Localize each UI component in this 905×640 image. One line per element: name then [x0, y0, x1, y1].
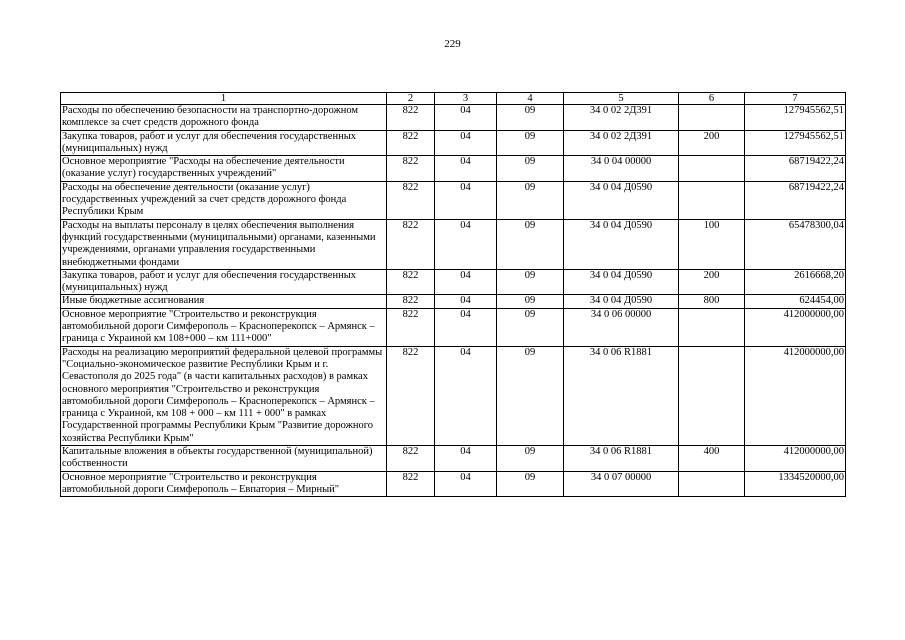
row-subsection: 09: [497, 105, 564, 131]
row-subsection: 09: [497, 295, 564, 308]
row-grbs: 822: [387, 269, 435, 295]
row-amount: 2616668,20: [745, 269, 846, 295]
table-row: [61, 308, 846, 346]
row-amount: 127945562,51: [745, 105, 846, 131]
row-amount: 1334520000,00: [745, 471, 846, 497]
row-target-article: 34 0 02 2Д391: [564, 105, 679, 131]
header-col-3: 3: [435, 93, 497, 105]
row-amount: 65478300,04: [745, 219, 846, 269]
row-section: 04: [435, 130, 497, 156]
row-target-article: 34 0 06 R1881: [564, 346, 679, 445]
row-expense-type: 100: [679, 219, 745, 269]
header-col-1: 1: [61, 93, 387, 105]
row-grbs: 822: [387, 130, 435, 156]
row-expense-type: 200: [679, 130, 745, 156]
row-expense-type: 800: [679, 295, 745, 308]
row-section: 04: [435, 105, 497, 131]
row-amount: 412000000,00: [745, 308, 846, 346]
row-grbs: 822: [387, 181, 435, 219]
row-name: Расходы по обеспечению безопасности на транспортно-дорожном комплексе за счет средств дорожного фонда: [61, 105, 387, 131]
row-section: 04: [435, 156, 497, 182]
table-row: [61, 346, 846, 445]
row-name: Основное мероприятие "Строительство и реконструкция автомобильной дороги Симферополь – Евпатория – Мирный": [61, 471, 387, 497]
budget-table: [60, 92, 846, 497]
row-section: 04: [435, 269, 497, 295]
page-number: 229: [444, 38, 461, 50]
row-grbs: 822: [387, 156, 435, 182]
row-section: 04: [435, 219, 497, 269]
row-target-article: 34 0 06 R1881: [564, 446, 679, 472]
row-grbs: 822: [387, 446, 435, 472]
header-row: [61, 93, 846, 105]
row-expense-type: [679, 156, 745, 182]
table-row: [61, 269, 846, 295]
row-subsection: 09: [497, 130, 564, 156]
row-subsection: 09: [497, 308, 564, 346]
row-subsection: 09: [497, 181, 564, 219]
table-row: [61, 156, 846, 182]
row-target-article: 34 0 04 Д0590: [564, 269, 679, 295]
row-section: 04: [435, 346, 497, 445]
table-row: [61, 446, 846, 472]
row-amount: 412000000,00: [745, 446, 846, 472]
row-subsection: 09: [497, 156, 564, 182]
row-target-article: 34 0 04 Д0590: [564, 295, 679, 308]
row-subsection: 09: [497, 346, 564, 445]
row-name: Основное мероприятие "Строительство и реконструкция автомобильной дороги Симферополь – Красноперекопск – Армянск – граница с Украиной км 108+000 – км 111+000": [61, 308, 387, 346]
row-amount: 127945562,51: [745, 130, 846, 156]
row-grbs: 822: [387, 308, 435, 346]
header-col-4: 4: [497, 93, 564, 105]
row-name: Расходы на выплаты персоналу в целях обеспечения выполнения функций государственными (муниципальными) органами, казенными учреждениями, органами управления государственными внебюджетными фондами: [61, 219, 387, 269]
row-name: Закупка товаров, работ и услуг для обеспечения государственных (муниципальных) нужд: [61, 130, 387, 156]
row-expense-type: [679, 105, 745, 131]
row-target-article: 34 0 02 2Д391: [564, 130, 679, 156]
row-name: Закупка товаров, работ и услуг для обеспечения государственных (муниципальных) нужд: [61, 269, 387, 295]
row-subsection: 09: [497, 219, 564, 269]
table-row: [61, 295, 846, 308]
row-grbs: 822: [387, 295, 435, 308]
row-expense-type: 200: [679, 269, 745, 295]
row-amount: 68719422,24: [745, 181, 846, 219]
row-target-article: 34 0 07 00000: [564, 471, 679, 497]
row-expense-type: [679, 471, 745, 497]
row-subsection: 09: [497, 269, 564, 295]
header-col-6: 6: [679, 93, 745, 105]
row-expense-type: [679, 181, 745, 219]
row-name: Расходы на обеспечение деятельности (оказание услуг) государственных учреждений за счет средств дорожного фонда Республики Крым: [61, 181, 387, 219]
row-grbs: 822: [387, 346, 435, 445]
row-target-article: 34 0 06 00000: [564, 308, 679, 346]
row-target-article: 34 0 04 Д0590: [564, 219, 679, 269]
row-name: Основное мероприятие "Расходы на обеспечение деятельности (оказание услуг) государственных учреждений": [61, 156, 387, 182]
row-expense-type: 400: [679, 446, 745, 472]
row-amount: 68719422,24: [745, 156, 846, 182]
row-subsection: 09: [497, 471, 564, 497]
header-col-7: 7: [745, 93, 846, 105]
row-section: 04: [435, 471, 497, 497]
table-row: [61, 219, 846, 269]
row-grbs: 822: [387, 471, 435, 497]
row-expense-type: [679, 346, 745, 445]
row-section: 04: [435, 446, 497, 472]
row-section: 04: [435, 308, 497, 346]
row-subsection: 09: [497, 446, 564, 472]
row-target-article: 34 0 04 Д0590: [564, 181, 679, 219]
table-row: [61, 471, 846, 497]
row-name: Расходы на реализацию мероприятий федеральной целевой программы "Социально-экономическое развитие Республики Крым и г. Севастополя до 2025 года" (в части капитальных расходов) в рамках основного мероприятия "Строительство и реконструкция автомобильной дороги Симферополь – Красноперекопск – Армянск – граница с Украиной, км 108 + 000 – км 111 + 000" в рамках Государственной программы Республики Крым "Развитие дорожного хозяйства Республики Крым": [61, 346, 387, 445]
table-row: [61, 181, 846, 219]
row-grbs: 822: [387, 105, 435, 131]
row-name: Капитальные вложения в объекты государственной (муниципальной) собственности: [61, 446, 387, 472]
table-row: [61, 130, 846, 156]
row-expense-type: [679, 308, 745, 346]
row-target-article: 34 0 04 00000: [564, 156, 679, 182]
row-section: 04: [435, 295, 497, 308]
table-row: [61, 105, 846, 131]
row-amount: 412000000,00: [745, 346, 846, 445]
row-amount: 624454,00: [745, 295, 846, 308]
header-col-2: 2: [387, 93, 435, 105]
header-col-5: 5: [564, 93, 679, 105]
row-grbs: 822: [387, 219, 435, 269]
row-section: 04: [435, 181, 497, 219]
row-name: Иные бюджетные ассигнования: [61, 295, 387, 308]
